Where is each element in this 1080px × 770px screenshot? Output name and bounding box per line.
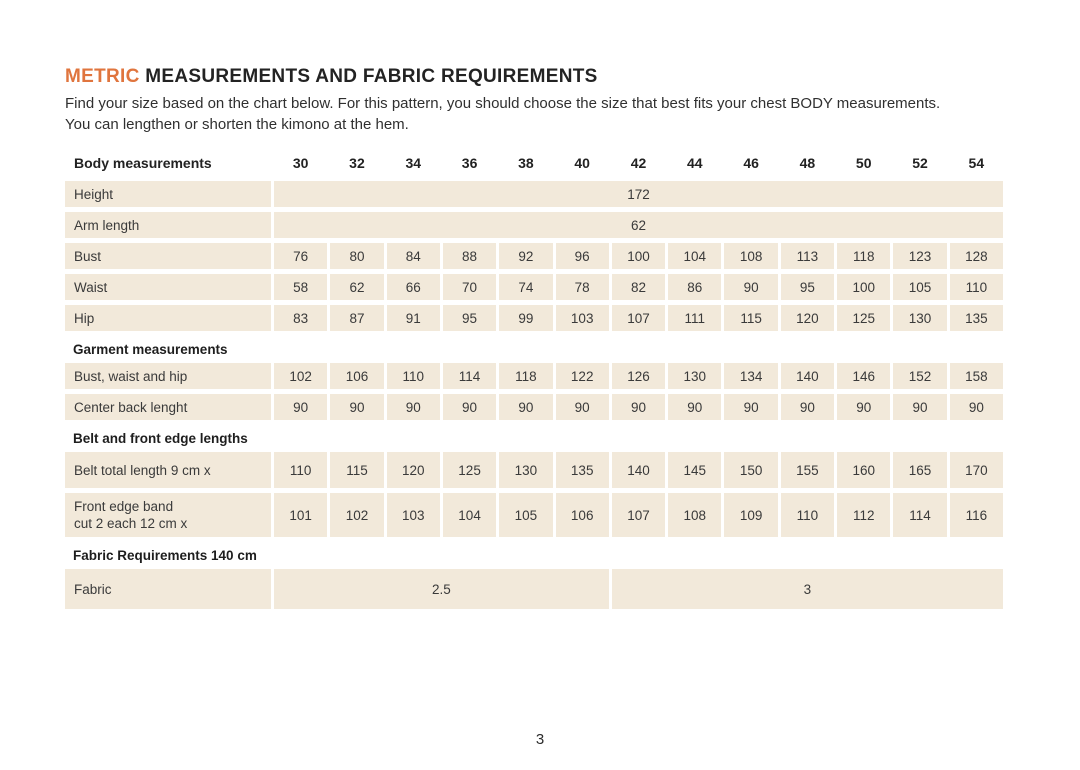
merged-value-cell: 2.5 [274,569,609,609]
value-cell: 91 [387,305,440,331]
value-cell: 120 [781,305,834,331]
table-row [65,363,1003,389]
value-cell: 90 [837,394,890,420]
size-column-header: 42 [630,155,647,172]
size-column-header: 44 [687,155,703,172]
intro-line-1: Find your size based on the chart below. For this pattern, you should choose the size that best fits your chest BODY measurements. [65,95,941,112]
value-cell: 95 [781,274,834,300]
value-cell: 105 [499,493,552,537]
value-cell: 106 [330,363,383,389]
row-label-cell: Center back lenght [65,394,271,420]
value-cell: 135 [556,452,609,488]
row-label-cell: Fabric [65,569,271,609]
table-row [65,181,1003,207]
value-cell: 100 [612,243,665,269]
row-label-line: Front edge band [74,498,174,514]
value-cell: 120 [387,452,440,488]
value-cell: 122 [556,363,609,389]
size-column-header: 34 [405,155,422,172]
value-cell: 130 [668,363,721,389]
value-cell: 145 [668,452,721,488]
value-cell: 130 [893,305,946,331]
value-cell: 86 [668,274,721,300]
table-row [65,493,1003,537]
size-column-header: 40 [574,155,590,172]
size-column-header: 54 [968,155,985,172]
value-cell: 90 [724,394,777,420]
value-cell: 108 [668,493,721,537]
value-cell: 90 [781,394,834,420]
value-cell: 103 [556,305,609,331]
value-cell: 110 [387,363,440,389]
value-cell: 150 [724,452,777,488]
section-header: Fabric Requirements 140 cm [73,548,257,564]
row-label-cell: Waist [65,274,271,300]
section-header: Garment measurements [73,342,228,358]
value-cell: 118 [499,363,552,389]
value-cell: 76 [274,243,327,269]
value-cell: 92 [499,243,552,269]
row-label-line: cut 2 each 12 cm x [74,516,188,532]
row-label-cell [65,493,271,537]
value-cell: 90 [893,394,946,420]
page-number: 3 [535,731,545,748]
value-cell: 165 [893,452,946,488]
intro-paragraph [65,94,1010,135]
value-cell: 155 [781,452,834,488]
value-cell: 105 [893,274,946,300]
value-cell: 82 [612,274,665,300]
value-cell: 115 [330,452,383,488]
value-cell: 123 [893,243,946,269]
value-cell: 115 [724,305,777,331]
value-cell: 113 [781,243,834,269]
value-cell: 109 [724,493,777,537]
merged-value-cell: 172 [274,181,1003,207]
size-column-header: 32 [349,155,365,172]
value-cell: 158 [950,363,1003,389]
value-cell: 100 [837,274,890,300]
table-row [65,452,1003,488]
value-cell: 58 [274,274,327,300]
size-column-header: 50 [855,155,872,172]
row-label-cell: Arm length [65,212,271,238]
value-cell: 104 [443,493,496,537]
size-column-header: 52 [912,155,928,172]
row-label-cell: Hip [65,305,271,331]
value-cell: 125 [837,305,890,331]
value-cell: 140 [612,452,665,488]
value-cell: 90 [950,394,1003,420]
size-chart-table [65,152,1003,609]
value-cell: 152 [893,363,946,389]
value-cell: 130 [499,452,552,488]
value-cell: 102 [330,493,383,537]
value-cell: 95 [443,305,496,331]
value-cell: 111 [668,305,721,331]
value-cell: 90 [556,394,609,420]
size-column-header: 30 [292,155,309,172]
page-title-rest: MEASUREMENTS AND FABRIC REQUIREMENTS [139,66,598,87]
value-cell: 110 [781,493,834,537]
row-label-cell: Belt total length 9 cm x [65,452,271,488]
row-label-cell: Bust, waist and hip [65,363,271,389]
value-cell: 99 [499,305,552,331]
value-cell: 84 [387,243,440,269]
value-cell: 107 [612,305,665,331]
value-cell: 90 [274,394,327,420]
value-cell: 78 [556,274,609,300]
table-row [65,243,1003,269]
value-cell: 170 [950,452,1003,488]
value-cell: 74 [499,274,552,300]
value-cell: 125 [443,452,496,488]
page-title-accent: METRIC [65,66,140,87]
value-cell: 90 [330,394,383,420]
value-cell: 66 [387,274,440,300]
section-header: Belt and front edge lengths [73,431,248,447]
value-cell: 106 [556,493,609,537]
value-cell: 146 [837,363,890,389]
value-cell: 90 [612,394,665,420]
row-label-cell: Height [65,181,271,207]
value-cell: 102 [274,363,327,389]
value-cell: 160 [837,452,890,488]
value-cell: 103 [387,493,440,537]
value-cell: 90 [724,274,777,300]
page-content [65,66,1010,614]
size-column-header: 46 [743,155,759,172]
table-row [65,394,1003,420]
value-cell: 80 [330,243,383,269]
value-cell: 135 [950,305,1003,331]
size-column-header: 48 [799,155,816,172]
value-cell: 118 [837,243,890,269]
value-cell: 112 [837,493,890,537]
size-column-header: 38 [518,155,534,172]
table-row [65,212,1003,238]
value-cell: 90 [499,394,552,420]
value-cell: 126 [612,363,665,389]
row-label-cell: Bust [65,243,271,269]
merged-value-cell: 62 [274,212,1003,238]
merged-value-cell: 3 [612,569,1003,609]
value-cell: 107 [612,493,665,537]
value-cell: 114 [443,363,496,389]
value-cell: 62 [330,274,383,300]
value-cell: 87 [330,305,383,331]
table-row [65,569,1003,609]
value-cell: 110 [950,274,1003,300]
table-header-row [65,152,1003,174]
page-title [65,66,1010,88]
value-cell: 90 [443,394,496,420]
value-cell: 108 [724,243,777,269]
value-cell: 110 [274,452,327,488]
value-cell: 114 [893,493,946,537]
intro-line-2: You can lengthen or shorten the kimono at the hem. [65,115,409,133]
value-cell: 83 [274,305,327,331]
size-column-header: 36 [461,155,478,172]
value-cell: 116 [950,493,1003,537]
value-cell: 104 [668,243,721,269]
value-cell: 101 [274,493,327,537]
table-row [65,274,1003,300]
table-row [65,305,1003,331]
value-cell: 96 [556,243,609,269]
value-cell: 128 [950,243,1003,269]
value-cell: 90 [668,394,721,420]
column-header-label: Body measurements [74,155,212,172]
value-cell: 134 [724,363,777,389]
value-cell: 88 [443,243,496,269]
value-cell: 70 [443,274,496,300]
value-cell: 90 [387,394,440,420]
value-cell: 140 [781,363,834,389]
